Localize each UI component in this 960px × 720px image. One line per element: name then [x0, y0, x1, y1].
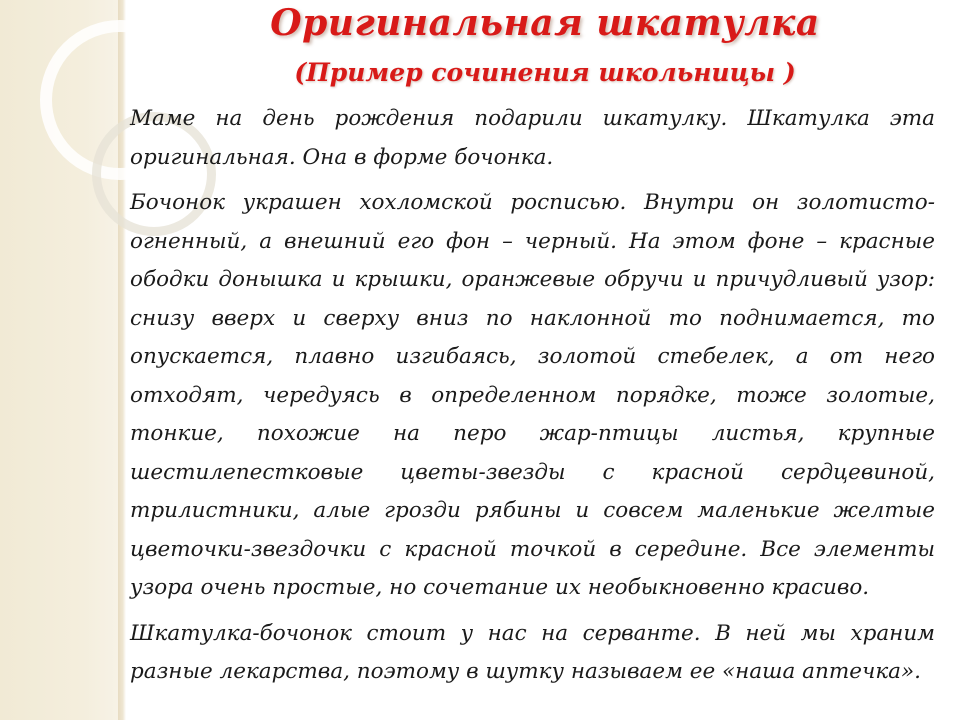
paragraph-3: Шкатулка-бочонок стоит у нас на серванте. В ней мы храним разные лекарства, поэтому в шутку называем ее «наша аптечка». [130, 620, 935, 684]
page-subtitle: (Пример сочинения школьницы ) [294, 58, 796, 87]
page-title: Оригинальная шкатулка [270, 2, 820, 44]
essay-body [130, 100, 935, 699]
paragraph-1: Маме на день рождения подарили шкатулку. Шкатулка эта оригинальная. Она в форме бочонка. [130, 106, 935, 170]
paragraph-2: Бочонок украшен хохломской росписью. Внутри он золотисто-огненный, а внешний его фон – черный. На этом фоне – красные ободки донышка и крышки, оранжевые обручи и причудливый узор: снизу вверх и сверху вниз по наклонной то поднимается, то опускается, плавно изгибаясь, золотой стебелек, а от него отходят, чередуясь в определенном порядке, тоже золотые, тонкие, похожие на перо жар-птицы листья, крупные шестилепестковые цветы-звезды с красной сердцевиной, трилистники, алые грозди рябины и совсем маленькие желтые цветочки-звездочки с красной точкой в середине. Все элементы узора очень простые, но сочетание их необыкновенно красиво. [130, 190, 935, 600]
